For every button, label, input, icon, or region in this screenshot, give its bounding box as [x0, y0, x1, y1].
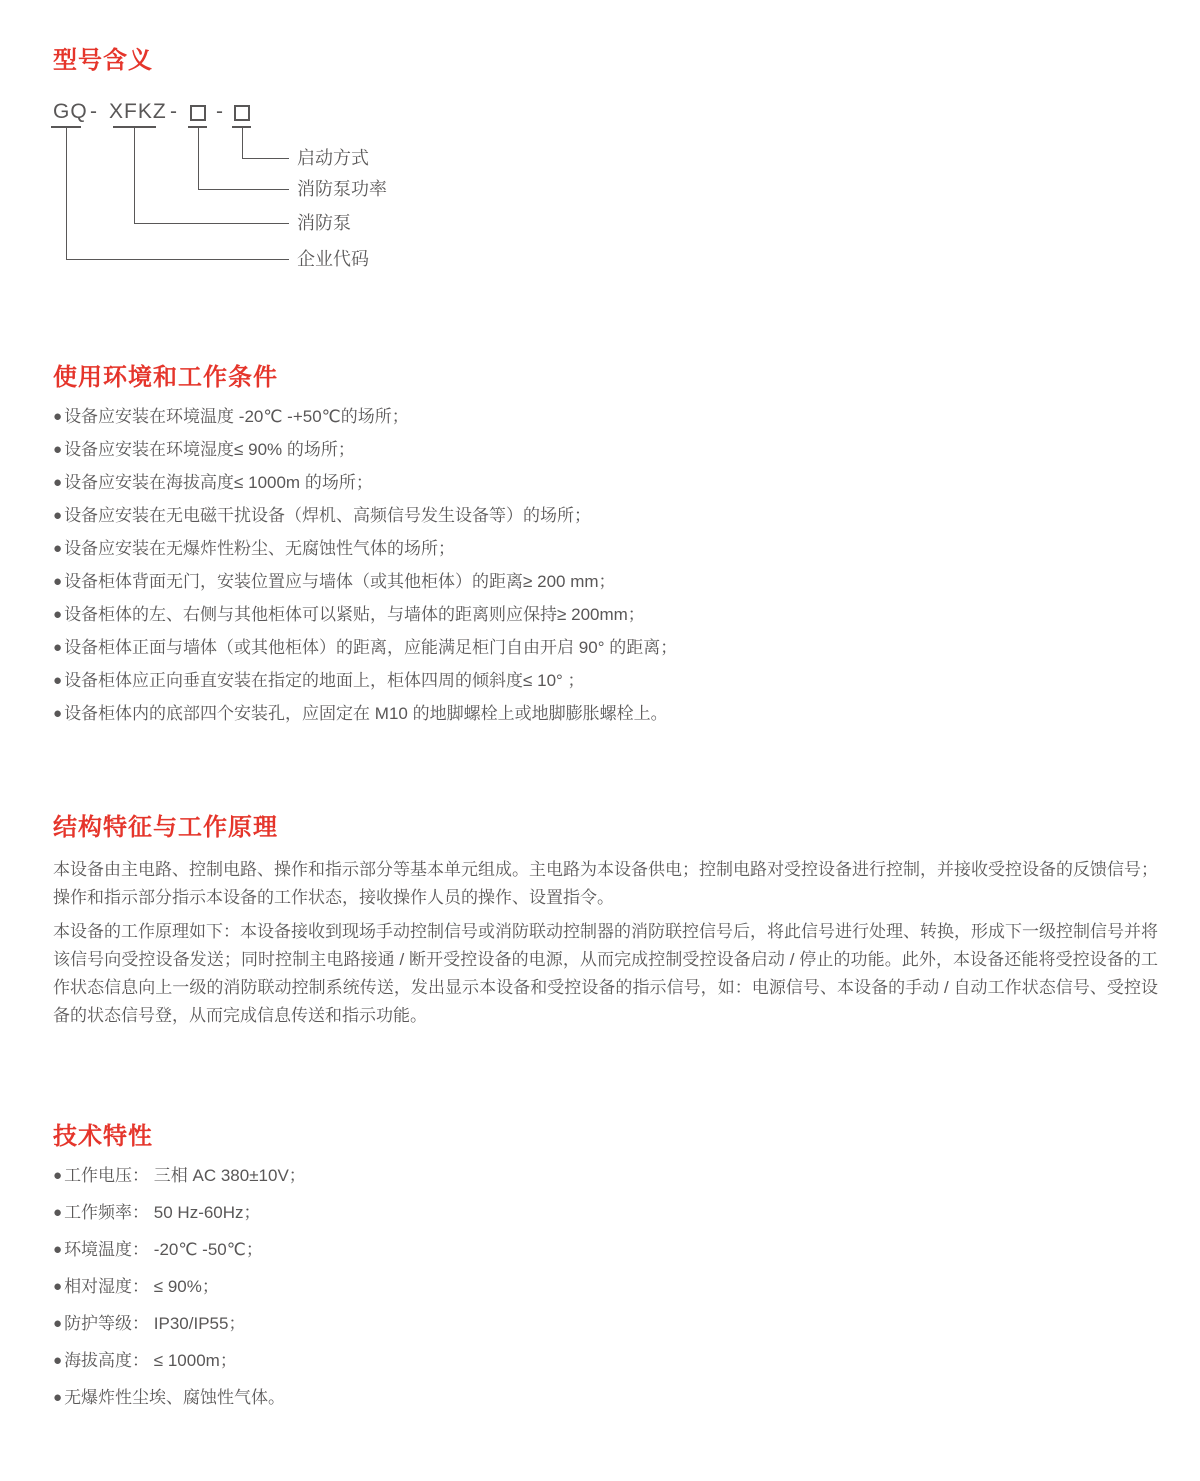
section-heading-structure: 结构特征与工作原理	[53, 814, 278, 841]
bullet-icon: ●	[53, 507, 63, 524]
bullet-text: 防护等级： IP30/IP55；	[64, 1314, 246, 1333]
tech-bullet-item	[53, 1389, 1158, 1407]
bullet-icon: ●	[53, 606, 63, 623]
bullet-text: 相对湿度： ≤ 90%；	[64, 1277, 219, 1296]
environment-bullet-list	[53, 408, 1158, 723]
model-code-diagram	[53, 100, 1158, 278]
bullet-icon: ●	[53, 1315, 63, 1332]
env-bullet-item	[53, 705, 1158, 723]
bullet-icon: ●	[53, 705, 63, 722]
env-bullet-item	[53, 474, 1158, 492]
bullet-icon: ●	[53, 1389, 63, 1406]
bullet-text: 工作电压： 三相 AC 380±10V；	[64, 1166, 306, 1185]
model-label-start-mode: 启动方式	[297, 148, 369, 168]
bullet-icon: ●	[53, 1204, 63, 1221]
model-placeholder-box	[234, 105, 250, 121]
tech-bullet-item	[53, 1241, 1158, 1259]
env-bullet-item	[53, 573, 1158, 591]
bullet-text: 设备应安装在无爆炸性粉尘、无腐蚀性气体的场所；	[64, 539, 456, 558]
bullet-icon: ●	[53, 441, 63, 458]
section-heading-environment: 使用环境和工作条件	[53, 364, 278, 391]
structure-paragraph: 本设备的工作原理如下：本设备接收到现场手动控制信号或消防联动控制器的消防联控信号后，将此信号进行处理、转换，形成下一级控制信号并将该信号向受控设备发送；同时控制主电路接通 / 断开受控设备的电源，从而完成控制受控设备启动 / 停止的功能。此外，本设备还能将受控设备的工作状态信息向上一级的消防联动控制系统传送，发出显示本设备和受控设备的指示信号，如：电源信号、本设备的手动 / 自动工作状态信号、受控设备的状态信号登，从而完成信息传送和指示功能。	[53, 922, 1158, 1025]
tech-bullet-item	[53, 1278, 1158, 1296]
model-label-fire-pump: 消防泵	[297, 213, 351, 233]
env-bullet-item	[53, 639, 1158, 657]
model-code-series: XFKZ	[109, 100, 167, 123]
env-bullet-item	[53, 606, 1158, 624]
structure-paragraph: 本设备由主电路、控制电路、操作和指示部分等基本单元组成。主电路为本设备供电；控制电路对受控设备进行控制，并接收受控设备的反馈信号；操作和指示部分指示本设备的工作状态，接收操作人员的操作、设置指令。	[53, 860, 1158, 907]
bullet-text: 设备应安装在海拔高度≤ 1000m 的场所；	[64, 473, 373, 492]
section-environment	[53, 363, 1158, 723]
bullet-text: 环境温度： -20℃ -50℃；	[64, 1240, 263, 1259]
env-bullet-item	[53, 507, 1158, 525]
bullet-text: 海拔高度： ≤ 1000m；	[64, 1351, 237, 1370]
env-bullet-item	[53, 441, 1158, 459]
tech-bullet-item	[53, 1204, 1158, 1222]
bullet-text: 工作频率： 50 Hz-60Hz；	[64, 1203, 261, 1222]
model-code-separator: -	[216, 100, 224, 123]
model-connector-line	[66, 128, 289, 260]
tech-bullet-list	[53, 1167, 1158, 1407]
bullet-icon: ●	[53, 408, 63, 425]
tech-bullet-item	[53, 1352, 1158, 1370]
bullet-text: 设备应安装在环境温度 -20℃ -+50℃的场所；	[64, 407, 409, 426]
bullet-icon: ●	[53, 1167, 63, 1184]
env-bullet-item	[53, 408, 1158, 426]
bullet-text: 设备柜体内的底部四个安装孔，应固定在 M10 的地脚螺栓上或地脚膨胀螺栓上。	[64, 704, 668, 723]
model-label-pump-power: 消防泵功率	[297, 179, 387, 199]
bullet-text: 设备应安装在无电磁干扰设备（焊机、高频信号发生设备等）的场所；	[64, 506, 592, 525]
model-code-separator: -	[90, 100, 98, 123]
section-heading-model: 型号含义	[53, 47, 153, 74]
bullet-icon: ●	[53, 1352, 63, 1369]
bullet-icon: ●	[53, 474, 63, 491]
tech-bullet-item	[53, 1315, 1158, 1333]
env-bullet-item	[53, 672, 1158, 690]
model-code-separator: -	[170, 100, 178, 123]
bullet-icon: ●	[53, 1241, 63, 1258]
tech-bullet-item	[53, 1167, 1158, 1185]
section-technical-characteristics	[53, 1122, 1158, 1407]
section-heading-tech: 技术特性	[53, 1123, 153, 1150]
model-label-company-code: 企业代码	[297, 249, 369, 269]
bullet-icon: ●	[53, 540, 63, 557]
bullet-icon: ●	[53, 639, 63, 656]
bullet-text: 设备柜体的左、右侧与其他柜体可以紧贴，与墙体的距离则应保持≥ 200mm；	[64, 605, 645, 624]
bullet-text: 设备柜体背面无门，安装位置应与墙体（或其他柜体）的距离≥ 200 mm；	[64, 572, 616, 591]
bullet-icon: ●	[53, 1278, 63, 1295]
section-model-meaning	[53, 46, 1158, 278]
bullet-icon: ●	[53, 672, 63, 689]
section-structure-principle	[53, 813, 1158, 1030]
bullet-text: 设备柜体应正向垂直安装在指定的地面上，柜体四周的倾斜度≤ 10° ；	[64, 671, 585, 690]
env-bullet-item	[53, 540, 1158, 558]
bullet-icon: ●	[53, 573, 63, 590]
bullet-text: 设备应安装在环境湿度≤ 90% 的场所；	[64, 440, 355, 459]
bullet-text: 设备柜体正面与墙体（或其他柜体）的距离，应能满足柜门自由开启 90° 的距离；	[64, 638, 678, 657]
model-code-prefix: GQ	[53, 100, 88, 123]
bullet-text: 无爆炸性尘埃、腐蚀性气体。	[64, 1388, 286, 1407]
model-placeholder-box	[190, 105, 206, 121]
